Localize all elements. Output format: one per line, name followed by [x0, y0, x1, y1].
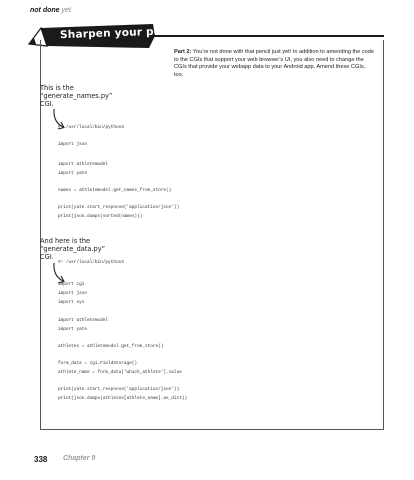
- sharpen-pencil-title: Sharpen your pencil: [59, 24, 183, 42]
- annotation-line: CGI.: [40, 100, 54, 108]
- annotation-data-cgi: [40, 237, 105, 261]
- data-code-line: print(yate.start_response('application/json')): [58, 387, 180, 392]
- data-code-line: import sys: [58, 300, 85, 305]
- names-code-line: names = athletemodel.get_names_from_store(): [58, 188, 172, 193]
- names-code-line: #! /usr/local/bin/python3: [58, 125, 124, 130]
- data-code-line: import json: [58, 291, 87, 296]
- data-code-line: import cgi: [58, 282, 85, 287]
- names-code-line: import yate: [58, 171, 87, 176]
- annotation-line: “generate_data.py”: [40, 245, 106, 253]
- data-code-line: athletes = athletemodel.get_from_store(): [58, 344, 164, 349]
- data-code-line: import yate: [58, 327, 87, 332]
- names-code-line: import athletemodel: [58, 162, 109, 167]
- annotation-line: This is the: [40, 84, 74, 92]
- intro-paragraph: [174, 49, 374, 79]
- data-code-line: athlete_name = form_data['which_athlete'].value: [58, 370, 182, 375]
- names-code-line: print(json.dumps(sorted(names))): [58, 214, 143, 219]
- top-rule: [153, 35, 384, 37]
- annotation-line: CGI.: [40, 253, 54, 261]
- names-code-line: import json: [58, 142, 87, 147]
- data-code-line: form_data = cgi.FieldStorage(): [58, 361, 138, 366]
- annotation-line: “generate_names.py”: [40, 92, 113, 100]
- intro-body: You’re not done with that pencil just yet! In addition to amending the code to the CGIs that support your web browser’s UI, you also need to change the CGIs that provide your webapp data to your Android app. Amend these CGIs, too.: [174, 49, 374, 78]
- annotation-line: And here is the: [40, 237, 91, 245]
- annotation-names-cgi: [40, 84, 112, 108]
- chapter-label: Chapter 9: [63, 455, 96, 462]
- names-code-line: print(yate.start_response('application/json')): [58, 205, 180, 210]
- page-number: 338: [34, 455, 48, 464]
- data-code-line: #! /usr/local/bin/python3: [58, 260, 124, 265]
- running-head-bold: not done: [30, 7, 60, 14]
- intro-lead: Part 2:: [174, 49, 192, 55]
- data-code-line: import athletemodel: [58, 318, 109, 323]
- running-head: [30, 7, 71, 14]
- data-code-line: print(json.dumps(athletes[athlete_name].as_dict)): [58, 396, 188, 401]
- running-head-light: yet: [61, 7, 71, 14]
